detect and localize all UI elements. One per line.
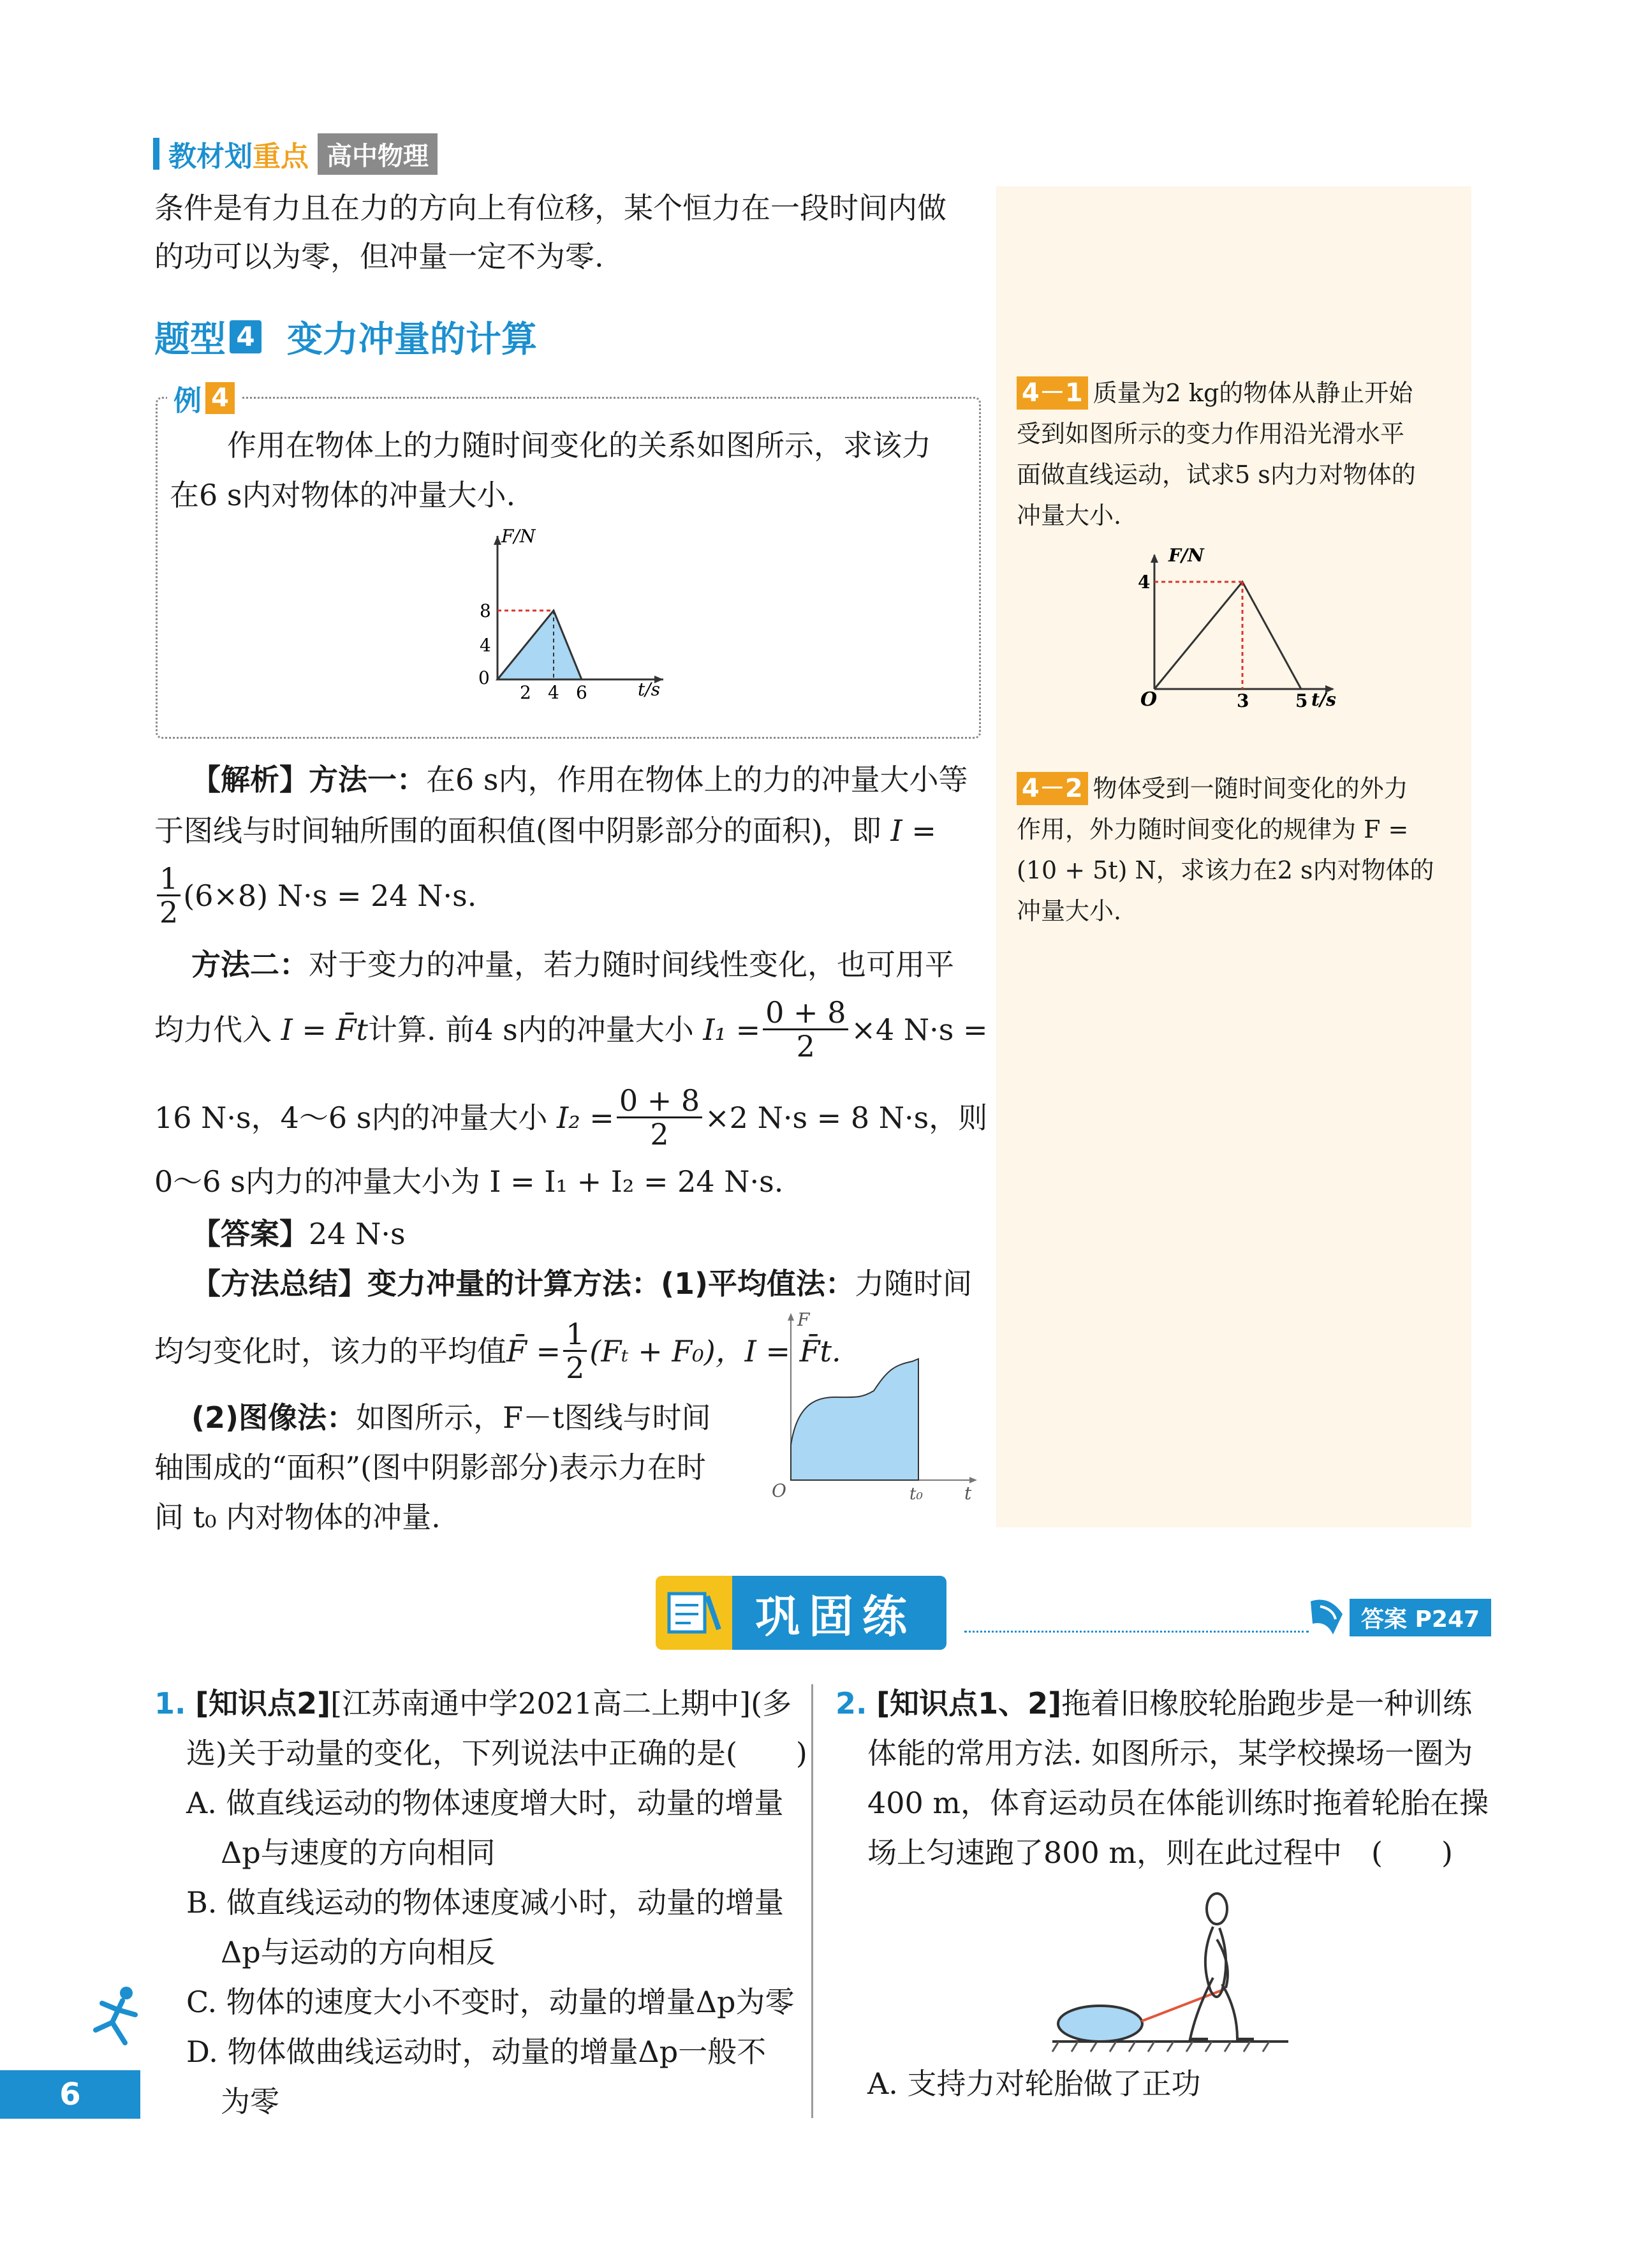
analysis-line-5: 均力代入 I = F̄t 计算. 前4 s内的冲量大小 I₁ = $\frac{0 + 8}{2}$ ×4 N·s = bbox=[154, 995, 988, 1064]
chart1-tick-x: 2 bbox=[520, 682, 531, 703]
q1-line-1: 1. [知识点2][江苏南通中学2021高二上期中](多 bbox=[154, 1686, 792, 1721]
runner-icon bbox=[1190, 1894, 1254, 2039]
bird-icon bbox=[1307, 1595, 1346, 1640]
q1-option-a-cont: Δp与速度的方向相同 bbox=[221, 1835, 496, 1870]
chart3-area bbox=[791, 1359, 918, 1480]
analysis-line-6: 16 N·s，4～6 s内的冲量大小 I₂ = $\frac{0 + 8}{2}$ ×2 N·s = 8 N·s，则 bbox=[154, 1083, 988, 1152]
chart1-ylabel: F/N bbox=[501, 526, 536, 547]
summary-line-2: 均匀变化时，该力的平均值 F̄ = $\frac{1}{2}$ (Fₜ + F₀)，I = F̄t. bbox=[154, 1317, 841, 1385]
side-problem-4-1 bbox=[1017, 373, 1416, 536]
page-number: 6 bbox=[0, 2070, 140, 2119]
side-p2-line3: (10 + 5t) N，求该力在2 s内对物体的 bbox=[1017, 856, 1434, 884]
side-tag-4-1: 4－1 bbox=[1017, 376, 1088, 410]
chart2-tick-x: 5 bbox=[1295, 690, 1308, 711]
chart2-y-arrow bbox=[1151, 554, 1158, 563]
q2-answer-paren: ( ) bbox=[1371, 1835, 1453, 1870]
practice-title: 巩固练 bbox=[732, 1576, 946, 1650]
analysis-line-2: 于图线与时间轴所围的面积值(图中阴影部分的面积)，即 I = bbox=[154, 813, 936, 848]
section-title: 题型 4 变力冲量的计算 bbox=[154, 319, 537, 360]
sprinter-icon bbox=[89, 1984, 147, 2054]
brand-title: 教材划重点 bbox=[168, 140, 309, 173]
summary-line-3: (2)图像法：如图所示，F－t图线与时间 bbox=[191, 1400, 711, 1435]
side-p2-line1: 物体受到一随时间变化的外力 bbox=[1093, 775, 1408, 803]
column-divider bbox=[811, 1684, 813, 2118]
chart2-ylabel: F/N bbox=[1168, 545, 1204, 566]
page-header bbox=[153, 134, 438, 174]
chart3-ylabel: F bbox=[797, 1309, 810, 1330]
tire-icon bbox=[1058, 2006, 1142, 2042]
analysis-line-4: 方法二：对于变力的冲量，若力随时间线性变化，也可用平 bbox=[191, 947, 954, 982]
q1-option-d-cont: 为零 bbox=[221, 2084, 279, 2119]
side-p1-line4: 冲量大小. bbox=[1017, 501, 1122, 530]
chart3-tick-t0: t₀ bbox=[909, 1485, 923, 1504]
chart1-origin: 0 bbox=[478, 667, 490, 688]
q2-line-4: 场上匀速跑了800 m，则在此过程中 bbox=[867, 1835, 1343, 1870]
chart1-tick-y: 8 bbox=[480, 600, 491, 621]
intro-line-1: 条件是有力且在力的方向上有位移，某个恒力在一段时间内做 bbox=[154, 191, 946, 225]
chart3-y-arrow bbox=[788, 1313, 794, 1321]
analysis-line-1: 【解析】方法一：在6 s内，作用在物体上的力的冲量大小等 bbox=[191, 762, 968, 797]
q1-option-c[interactable]: C. 物体的速度大小不变时，动量的增量Δp为零 bbox=[186, 1985, 795, 2019]
chart1-xlabel: t/s bbox=[638, 679, 661, 700]
q2-line-2: 体能的常用方法. 如图所示，某学校操场一圈为 bbox=[867, 1736, 1473, 1770]
practice-divider bbox=[964, 1631, 1309, 1633]
side-p1-line2: 受到如图所示的变力作用沿光滑水平 bbox=[1017, 420, 1405, 448]
chart1-y-arrow bbox=[494, 536, 501, 545]
chart2-tick-y: 4 bbox=[1138, 572, 1151, 593]
chart2-tick-x: 3 bbox=[1237, 690, 1249, 711]
q2-line-1: 2. [知识点1、2]拖着旧橡胶轮胎跑步是一种训练 bbox=[836, 1686, 1473, 1721]
curve-force-time-graph bbox=[765, 1308, 982, 1512]
side-problem-4-2 bbox=[1017, 768, 1434, 931]
side-p2-line2: 作用，外力随时间变化的规律为 F = bbox=[1017, 815, 1409, 843]
answer-reference[interactable] bbox=[1307, 1595, 1491, 1640]
example-line-1: 作用在物体上的力随时间变化的关系如图所示，求该力 bbox=[227, 428, 931, 463]
runner-with-tire-illustration bbox=[1046, 1882, 1301, 2054]
q1-option-b[interactable]: B. 做直线运动的物体速度减小时，动量的增量 bbox=[186, 1885, 784, 1920]
example-force-time-graph bbox=[446, 523, 676, 708]
notebook-pencil-icon bbox=[665, 1587, 723, 1638]
chart1-tick-x: 6 bbox=[576, 682, 587, 703]
answer-line: 【答案】24 N·s bbox=[191, 1217, 406, 1251]
practice-banner bbox=[656, 1576, 946, 1650]
header-bar bbox=[153, 138, 159, 170]
q1-option-d[interactable]: D. 物体做曲线运动时，动量的增量Δp一般不 bbox=[186, 2035, 767, 2069]
q1-option-a[interactable]: A. 做直线运动的物体速度增大时，动量的增量 bbox=[186, 1786, 784, 1820]
subject-badge: 高中物理 bbox=[318, 133, 438, 175]
example-label: 例 4 bbox=[167, 378, 241, 419]
summary-line-5: 间 t₀ 内对物体的冲量. bbox=[154, 1500, 441, 1534]
chart2-line bbox=[1154, 582, 1301, 689]
summary-line-1: 【方法总结】变力冲量的计算方法：(1)平均值法：力随时间 bbox=[191, 1266, 973, 1301]
side-tag-4-2: 4－2 bbox=[1017, 772, 1088, 805]
chart2-origin: O bbox=[1140, 688, 1158, 711]
q2-option-a[interactable]: A. 支持力对轮胎做了正功 bbox=[867, 2066, 1201, 2101]
example-line-2: 在6 s内对物体的冲量大小. bbox=[170, 478, 516, 512]
q1-option-b-cont: Δp与运动的方向相反 bbox=[221, 1935, 496, 1969]
side-p1-line3: 面做直线运动，试求5 s内力对物体的 bbox=[1017, 461, 1416, 489]
side-force-time-graph bbox=[1123, 542, 1352, 721]
q1-line-2: 选)关于动量的变化，下列说法中正确的是( ) bbox=[186, 1736, 807, 1770]
intro-line-2: 的功可以为零，但冲量一定不为零. bbox=[154, 239, 604, 274]
side-p2-line4: 冲量大小. bbox=[1017, 897, 1122, 925]
chart3-xlabel: t bbox=[964, 1483, 972, 1504]
chart3-origin: O bbox=[772, 1480, 786, 1501]
q2-line-3: 400 m，体育运动员在体能训练时拖着轮胎在操 bbox=[867, 1786, 1489, 1820]
chart1-tick-x: 4 bbox=[548, 682, 559, 703]
practice-icon bbox=[656, 1576, 732, 1650]
analysis-line-3: $\frac{1}{2}$ (6×8) N·s = 24 N·s. bbox=[154, 863, 476, 928]
answer-page-label: 答案 P247 bbox=[1350, 1599, 1491, 1636]
summary-line-4: 轴围成的“面积”(图中阴影部分)表示力在时 bbox=[154, 1450, 706, 1485]
analysis-line-7: 0～6 s内力的冲量大小为 I = I₁ + I₂ = 24 N·s. bbox=[154, 1164, 784, 1199]
chart2-xlabel: t/s bbox=[1311, 689, 1336, 710]
side-p1-line1: 质量为2 kg的物体从静止开始 bbox=[1093, 379, 1413, 407]
chart1-tick-y: 4 bbox=[480, 635, 491, 656]
chart1-area bbox=[497, 611, 582, 679]
